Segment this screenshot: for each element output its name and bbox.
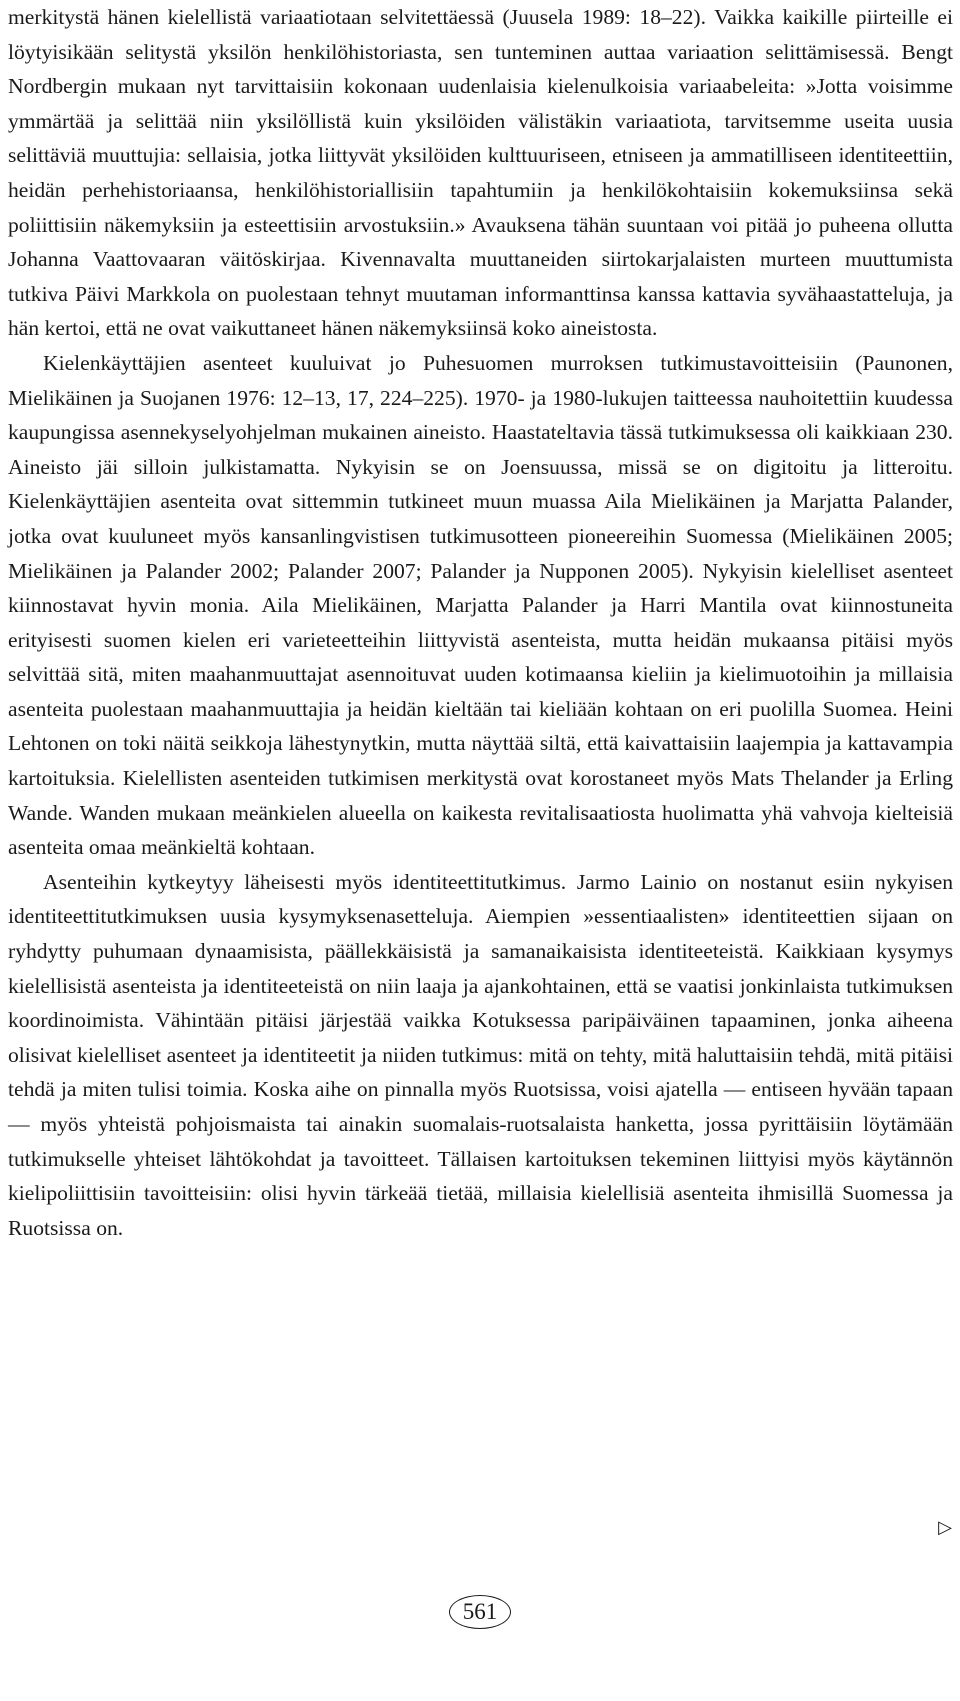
- document-page: [8, 0, 953, 1245]
- page-number-label: 561: [462, 1599, 498, 1624]
- body-paragraph-1: merkitystä hänen kielellistä variaatiotaan selvitettäessä (Juusela 1989: 18–22). Vaikka kaikille piirteille ei löytyisikään selitystä yksilön henkilöhistoriasta, sen tunteminen auttaa variaation selittämisessä. Bengt Nordbergin mukaan nyt tarvittaisiin kokonaan uudenlaisia kielenulkoisia variaabeleita: »Jotta voisimme ymmärtää ja selittää niin yksilöllistä kuin yksilöiden välistäkin variaatiota, tarvitsemme useita uusia selittäviä muuttujia: sellaisia, jotka liittyvät yksilöiden kulttuuriseen, etniseen ja ammatilliseen identiteettiin, heidän perhehistoriaansa, henkilöhistoriallisiin tapahtumiin ja henkilökohtaisiin kokemuksiinsa sekä poliittisiin näkemyksiin ja esteettisiin arvostuksiin.» Avauksena tähän suuntaan voi pitää jo puheena ollutta Johanna Vaattovaaran väitöskirjaa. Kivennavalta muuttaneiden siirtokarjalaisten murteen muuttumista tutkiva Päivi Markkola on puolestaan tehnyt muutaman informanttinsa kanssa kattavia syvähaastatteluja, ja hän kertoi, että ne ovat vaikuttaneet hänen näkemyksiinsä koko aineistosta.: [8, 5, 953, 341]
- page-number: [449, 1595, 511, 1629]
- body-paragraph-3: Asenteihin kytkeytyy läheisesti myös identiteettitutkimus. Jarmo Lainio on nostanut esiin nykyisen identiteettitutkimuksen uusia kysymyksenasetteluja. Aiempien »essentiaalisten» identiteettien sijaan on ryhdytty puhumaan dynaamisista, päällekkäisistä ja samanaikaisista identiteeteistä. Kaikkiaan kysymys kielellisistä asenteista ja identiteeteistä on niin laaja ja ajankohtainen, että se vaatisi jonkinlaista tutkimuksen koordinoimista. Vähintään pitäisi järjestää vaikka Kotuksessa paripäiväinen tapaaminen, jonka aiheena olisivat kielelliset asenteet ja identiteetit ja niiden tutkimus: mitä on tehty, mitä haluttaisiin tehdä, mitä pitäisi tehdä ja miten tulisi toimia. Koska aihe on pinnalla myös Ruotsissa, voisi ajatella — entiseen hyvään tapaan — myös yhteistä pohjoismaista tai ainakin suomalais-ruotsalaista hanketta, jossa pyrittäisiin löytämään tutkimukselle yhteiset lähtökohdat ja tavoitteet. Tällaisen kartoituksen tekeminen liittyisi myös käytännön kielipoliittisiin tavoitteisiin: olisi hyvin tärkeää tietää, millaisia kielellisiä asenteita ihmisillä Suomessa ja Ruotsissa on.: [8, 869, 953, 1240]
- continue-arrow-icon: ▷: [938, 1517, 952, 1537]
- body-paragraph-2: Kielenkäyttäjien asenteet kuuluivat jo Puhesuomen murroksen tutkimustavoitteisiin (Paunonen, Mielikäinen ja Suojanen 1976: 12–13, 17, 224–225). 1970- ja 1980-lukujen taitteessa nauhoitettiin kuudessa kaupungissa asennekyselyohjelman mukainen aineisto. Haastateltavia tässä tutkimuksessa oli kaikkiaan 230. Aineisto jäi silloin julkistamatta. Nykyisin se on Joensuussa, missä se on digitoitu ja litteroitu. Kielenkäyttäjien asenteita ovat sittemmin tutkineet muun muassa Aila Mielikäinen ja Marjatta Palander, jotka ovat kuuluneet myös kansanlingvistisen tutkimusotteen pioneereihin Suomessa (Mielikäinen 2005; Mielikäinen ja Palander 2002; Palander 2007; Palander ja Nupponen 2005). Nykyisin kielelliset asenteet kiinnostavat hyvin monia. Aila Mielikäinen, Marjatta Palander ja Harri Mantila ovat kiinnostuneita erityisesti suomen kielen eri varieteetteihin liittyvistä asenteista, mutta heidän mukaansa pitäisi myös selvittää sitä, miten maahanmuuttajat asennoituvat uuden kotimaansa kieliin ja kielimuotoihin ja millaisia asenteita puolestaan maahanmuuttajia ja heidän kieltään tai kieliään kohtaan on eri puolilla Suomea. Heini Lehtonen on toki näitä seikkoja lähestynytkin, mutta näyttää siltä, että kaivattaisiin laajempia ja kattavampia kartoituksia. Kielellisten asenteiden tutkimisen merkitystä ovat korostaneet myös Mats Thelander ja Erling Wande. Wanden mukaan meänkielen alueella on kaikesta revitalisaatiosta huolimatta yhä vahvoja kielteisiä asenteita omaa meänkieltä kohtaan.: [8, 350, 953, 860]
